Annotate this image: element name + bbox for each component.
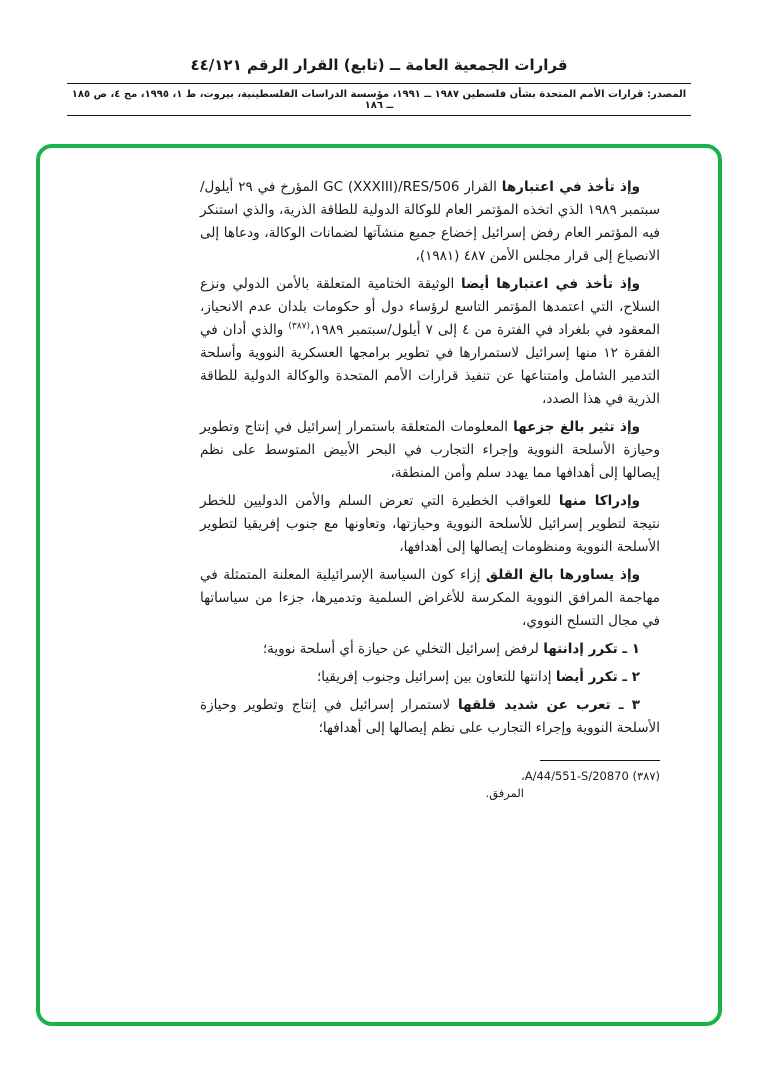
preamble-paragraph-5 [200, 564, 660, 633]
paragraph-lead: وإذ يساورها بالغ القلق [486, 567, 640, 583]
paragraph-lead: وإذ تثير بالغ جزعها [513, 419, 640, 435]
item-text: لرفض إسرائيل التخلي عن حيازة أي أسلحة نووية؛ [262, 641, 544, 657]
paragraph-text: للعواقب الخطيرة التي تعرض السلم والأمن الدوليين للخطر نتيجة لتطوير إسرائيل للأسلحة النووية وحيازتها، وتعاونها مع جنوب إفريقيا لتطوير الأسلحة النووية ومنظومات إيصالها إلى أهدافها، [200, 493, 660, 555]
operative-item-2 [200, 666, 660, 689]
paragraph-text: والذي أدان في الفقرة ١٢ منها إسرائيل لاستمرارها في تطوير برامجها العسكرية النووية وأسلحة التدمير الشامل وامتناعها عن تنفيذ قرارات الأمم المتحدة والوكالة الدولية للطاقة الذرية في هذا الصدد، [200, 322, 660, 407]
item-text: لاستمرار إسرائيل في إنتاج وتطوير وحيازة الأسلحة النووية وإجراء التجارب على نظم إيصالها إلى أهدافها؛ [200, 697, 660, 736]
item-lead: تكرر إدانتها [543, 641, 623, 657]
paragraph-text: المعلومات المتعلقة باستمرار إسرائيل في إنتاج وتطوير وحيازة الأسلحة النووية وإجراء التجارب في البحر الأبيض المتوسط على نظم إيصالها إلى أهدافها مما يهدد سلم وأمن المنطقة، [200, 419, 660, 481]
header-divider-bottom [67, 115, 691, 116]
page-title: قرارات الجمعية العامة ــ (تابع) القرار الرقم ٤٤/١٢١ [190, 56, 568, 74]
item-text: إدانتها للتعاون بين إسرائيل وجنوب إفريقيا؛ [316, 669, 556, 685]
paragraph-text: الوثيقة الختامية المتعلقة بالأمن الدولي ونزع السلاح، التي اعتمدها المؤتمر التاسع لرؤساء دول أو حكومات بلدان عدم الانحياز، المعقود في بلغراد في الفترة من ٤ إلى ٧ أيلول/سبتمبر ١٩٨٩، [200, 276, 661, 338]
paragraph-text: القرار GC (XXXIII)/RES/506 المؤرخ في ٢٩ أيلول/سبتمبر ١٩٨٩ الذي اتخذه المؤتمر العام للوكالة الدولية للطاقة الذرية، والذي استنكر فيه المؤتمر العام رفض إسرائيل إخضاع جميع منشآتها لضمانات الوكالة، ودعاها إلى الانصياع إلى قرار مجلس الأمن ٤٨٧ (١٩٨١)، [200, 179, 661, 264]
item-lead: تكرر أيضا [555, 669, 623, 685]
item-lead: تعرب عن شديد قلقها [458, 697, 619, 713]
footnote-marker: (٣٨٧) [288, 321, 310, 332]
source-line: المصدر: قرارات الأمم المتحدة بشأن فلسطين ١٩٨٧ ــ ١٩٩١، مؤسسة الدراسات الفلسطينية، بيروت، ط ١، ١٩٩٥، مج ٤، ص ١٨٥ ــ ١٨٦ [71, 89, 687, 111]
paragraph-text: إزاء كون السياسة الإسرائيلية المعلنة المتمثلة في مهاجمة المرافق النووية المكرسة للأغراض السلمية وتدميرها، جزءا من سياساتها في مجال التسلح النووي، [200, 567, 660, 629]
operative-item-3 [200, 694, 660, 740]
item-number: ٣ ـ [618, 697, 640, 713]
preamble-paragraph-4 [200, 490, 660, 559]
footnote-doc-symbol: A/44/551-S/20870، [520, 769, 629, 783]
footnote-separator [540, 760, 660, 761]
preamble-paragraph-1 [200, 176, 660, 268]
page-header [67, 0, 691, 116]
item-number: ١ ـ [622, 641, 640, 657]
footnote [200, 768, 660, 802]
preamble-paragraph-2 [200, 273, 660, 411]
preamble-paragraph-3 [200, 416, 660, 485]
green-frame [36, 144, 722, 1026]
footnote-ref: (٣٨٧) [632, 769, 660, 783]
operative-item-1 [200, 638, 660, 661]
paragraph-lead: وإدراكا منها [558, 493, 640, 509]
resolution-body [40, 148, 718, 802]
footnote-tail: المرفق. [485, 786, 524, 800]
paragraph-lead: وإذ تأخذ في اعتبارها أيضا [461, 276, 641, 292]
item-number: ٢ ـ [622, 669, 640, 685]
paragraph-lead: وإذ تأخذ في اعتبارها [501, 179, 640, 195]
